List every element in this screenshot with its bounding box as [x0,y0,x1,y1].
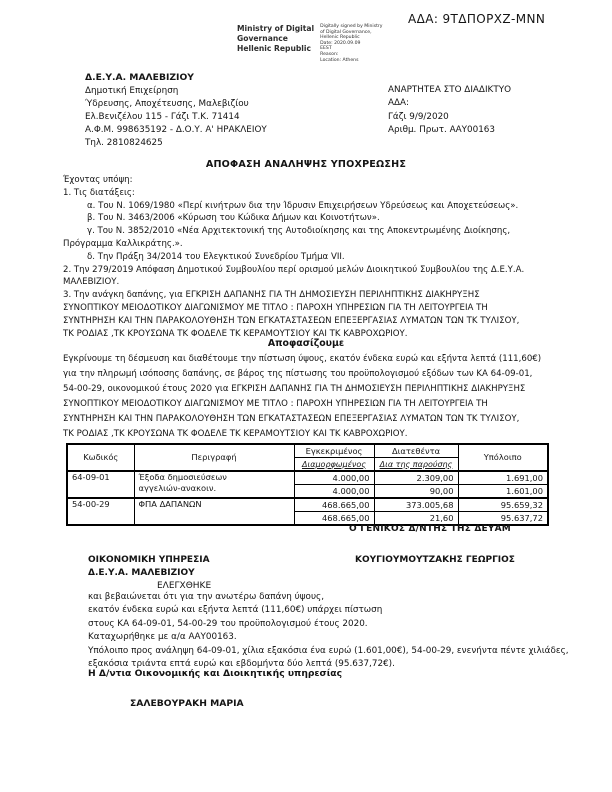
text-line: Εγκρίνουμε τη δέσμευση και διαθέτουμε την πίστωση ύψους, εκατόν ένδεκα ευρώ και εξήντα λεπτά (111,60€) [63,354,542,364]
text-line: ΣΥΝΤΗΡΗΣΗ ΚΑΙ ΤΗΝ ΠΑΡΑΚΟΛΟΥΘΗΣΗ ΤΩΝ ΕΓΚΑΤΑΣΤΑΣΕΩΝ ΕΠΕΞΕΡΓΑΣΙΑΣ ΛΥΜΑΤΩΝ ΤΩΝ ΤΚ ΤΥΛΙΣΟΥ, [63,315,520,326]
organization-title: Δ.Ε.Υ.Α. ΜΑΛΕΒΙΖΙΟΥ [85,72,194,83]
text-line: ΤΚ ΡΟΔΙΑΣ ,ΤΚ ΚΡΟΥΣΩΝΑ ΤΚ ΦΟΔΕΛΕ ΤΚ ΚΕΡΑΜΟΥΤΣΙΟΥ ΚΑΙ ΤΚ ΚΑΒΡΟΧΩΡΙΟΥ. [63,429,408,439]
table-header-balance: Υπόλοιπο [458,444,548,471]
meta-line: ΑΝΑΡΤΗΤΕΑ ΣΤΟ ΔΙΑΔΙΚΤΥΟ [388,85,511,95]
verification-line: εξακόσια τριάντα επτά ευρώ και εβδομήντα δύο λεπτά (95.637,72€). [88,659,395,670]
signature-detail-line: Hellenic Republic [320,35,360,41]
table-cell-amount: 373.005,68 [374,498,458,512]
preamble-line [63,174,550,187]
table-cell-amount: 2.309,00 [374,471,458,485]
signature-detail-line: of Digital Governance, [320,29,372,35]
table-header-desc: Περιγραφή [134,444,294,471]
preamble [63,174,550,340]
table-cell-desc: Έξοδα δημοσιεύσεων αγγελιών-ανακοιν. [134,471,294,498]
finance-director-title: Η Δ/ντια Οικονομικής και Διοικητικής υπηρεσίας [88,668,343,679]
budget-table-body [67,471,548,525]
table-cell-amount: 468.665,00 [294,498,374,512]
organization-line: Α.Φ.Μ. 998635192 - Δ.Ο.Υ. Α' ΗΡΑΚΛΕΙΟΥ [85,125,267,135]
decision-line [63,367,550,382]
decision-heading: Αποφασίζουμε [267,338,345,349]
preamble-line [63,264,550,277]
preamble-line [63,225,550,238]
organization-line: Ελ.Βενιζέλου 115 - Γάζι Τ.Κ. 71414 [85,112,240,122]
table-cell-amount: 95.659,32 [458,498,548,512]
ministry-name-line: Ministry of Digital [237,24,315,33]
meta-line: Γάζι 9/9/2020 [388,111,449,122]
preamble-line [63,212,550,225]
verification-line: στους ΚΑ 64-09-01, 54-00-29 του προϋπολογισμού έτους 2020. [88,618,368,629]
verification-block [88,591,569,671]
table-row [67,471,548,485]
verification-line: Καταχωρήθηκε με α/α ΑΑΥ00163. [88,632,237,643]
document-meta-block [388,84,511,138]
decision-line [63,427,550,442]
signature-detail-line: Digitally signed by Ministry [320,24,383,29]
decision-line [63,352,550,367]
budget-table [66,443,549,526]
signature-detail-line: Reason: [320,51,339,57]
table-cell-code: 64-09-01 [67,471,134,498]
text-line: 3. Την ανάγκη δαπάνης, για ΕΓΚΡΙΣΗ ΔΑΠΑΝΗΣ ΓΙΑ ΤΗ ΔΗΜΟΣΙΕΥΣΗ ΠΕΡΙΛΗΠΤΙΚΗΣ ΔΙΑΚΗΡΥΞΗΣ [63,290,480,301]
preamble-line [63,315,550,328]
digital-signature-stamp [237,24,406,63]
table-cell-amount: 1.601,00 [458,485,548,499]
text-line: ΤΚ ΡΟΔΙΑΣ ,ΤΚ ΚΡΟΥΣΩΝΑ ΤΚ ΦΟΔΕΛΕ ΤΚ ΚΕΡΑΜΟΥΤΣΙΟΥ ΚΑΙ ΤΚ ΚΑΒΡΟΧΩΡΙΟΥ. [63,328,408,339]
text-line: Πρόγραμμα Καλλικράτης.». [63,238,183,249]
text-line: α. Του Ν. 1069/1980 «Περί κινήτρων δια την Ίδρυσιν Επιχειρήσεων Υδρεύσεως και Αποχετεύσεως». [87,200,519,211]
organization-block [85,71,267,150]
finance-director-name: ΣΑΛΕΒΟΥΡΑΚΗ ΜΑΡΙΑ [130,698,244,709]
finance-service-label: ΟΙΚΟΝΟΜΙΚΗ ΥΠΗΡΕΣΙΑ [88,555,210,565]
ada-code: ΑΔΑ: 9ΤΔΠΟΡΧΖ-ΜΝΝ [408,12,546,26]
verification-line: Υπόλοιπο προς ανάληψη 64-09-01, χίλια εξακόσια ένα ευρώ (1.601,00€), 54-00-29, ενενήντα πέντε χιλιάδες, [88,645,569,656]
text-line: Έχοντας υπόψη: [63,175,133,185]
table-row [67,498,548,512]
table-cell-amount: 4.000,00 [294,471,374,485]
table-cell-amount: 4.000,00 [294,485,374,499]
preamble-line [63,200,550,213]
signature-details [320,24,406,63]
preamble-line [63,302,550,315]
text-line: δ. Την Πράξη 34/2014 του Ελεγκτικού Συνεδρίου Τμήμα VII. [87,251,345,262]
text-line: ΣΥΝΤΗΡΗΣΗ ΚΑΙ ΤΗΝ ΠΑΡΑΚΟΛΟΥΘΗΣΗ ΤΩΝ ΕΓΚΑΤΑΣΤΑΣΕΩΝ ΕΠΕΞΕΡΓΑΣΙΑΣ ΛΥΜΑΤΩΝ ΤΩΝ ΤΚ ΤΥΛΙΣΟΥ, [63,414,520,424]
deya-label: Δ.Ε.Υ.Α. ΜΑΛΕΒΙΖΙΟΥ [88,568,195,578]
decision-line [63,397,550,412]
preamble-line [63,276,550,289]
organization-line: Δημοτική Επιχείρηση [85,86,179,96]
table-cell-amount: 468.665,00 [294,512,374,526]
budget-table-head [67,444,548,471]
text-line: 1. Τις διατάξεις: [63,187,135,198]
table-cell-amount: 1.691,00 [458,471,548,485]
table-cell-amount: 95.637,72 [458,512,548,526]
decision-line [63,382,550,397]
general-director-title: Ο ΓΕΝΙΚΟΣ Δ/ΝΤΗΣ ΤΗΣ ΔΕΥΑΜ [349,524,511,534]
verification-line: και βεβαιώνεται ότι για την ανωτέρω δαπάνη ύψους, [88,592,324,602]
text-line: 2. Την 279/2019 Απόφαση Δημοτικού Συμβουλίου περί ορισμού μελών Διοικητικού Συμβουλίου της Δ.Ε.Υ.Α. [63,264,525,275]
document-title: ΑΠΟΦΑΣΗ ΑΝΑΛΗΨΗΣ ΥΠΟΧΡΕΩΣΗΣ [205,159,407,170]
text-line: 54-00-29, οικονομικού έτους 2020 για ΕΓΚΡΙΣΗ ΔΑΠΑΝΗΣ ΓΙΑ ΤΗ ΔΗΜΟΣΙΕΥΣΗ ΠΕΡΙΛΗΠΤΙΚΗΣ ΔΙΑΚΗΡΥΞΗΣ [63,384,526,394]
table-cell-amount: 21,60 [374,512,458,526]
preamble-line [63,289,550,302]
table-cell-amount: 90,00 [374,485,458,499]
table-subheader-allocated: Δια της παρούσης [374,458,458,472]
preamble-line [63,187,550,200]
signature-detail-line: EEST [320,46,332,52]
text-line: ΣΥΝΟΠΤΙΚΟΥ ΜΕΙΟΔΟΤΙΚΟΥ ΔΙΑΓΩΝΙΣΜΟΥ ΜΕ ΤΙΤΛΟ : ΠΑΡΟΧΗ ΥΠΗΡΕΣΙΩΝ ΓΙΑ ΤΗ ΛΕΙΤΟΥΡΓΕΙΑ ΤΗ [63,399,488,409]
preamble-line [63,251,550,264]
verification-line: εκατόν ένδεκα ευρώ και εξήντα λεπτά (111,60€) υπάρχει πίστωση [88,605,383,616]
text-line: γ. Του Ν. 3852/2010 «Νέα Αρχιτεκτονική της Αυτοδιοίκησης και της Αποκεντρωμένης Διοίκησης, [87,226,511,237]
table-subheader-approved: Διαμορφωμένος [294,458,374,472]
organization-line: Ύδρευσης, Αποχέτευσης, Μαλεβιζίου [85,99,249,109]
text-line: ΣΥΝΟΠΤΙΚΟΥ ΜΕΙΟΔΟΤΙΚΟΥ ΔΙΑΓΩΝΙΣΜΟΥ ΜΕ ΤΙΤΛΟ : ΠΑΡΟΧΗ ΥΠΗΡΕΣΙΩΝ ΓΙΑ ΤΗ ΛΕΙΤΟΥΡΓΕΙΑ ΤΗ [63,302,488,313]
organization-lines [85,85,267,150]
decision-paragraph [63,352,550,442]
decision-line [63,412,550,427]
table-header-approved: Εγκεκριμένος [294,444,374,458]
ministry-name-line: Governance [237,34,288,43]
signature-detail-line: Date: 2020.09.09 [320,40,361,46]
table-header-code: Κωδικός [67,444,134,471]
table-cell-desc: ΦΠΑ ΔΑΠΑΝΩΝ [134,498,294,525]
checked-label: ΕΛΕΓΧΘΗΚΕ [157,581,212,591]
text-line: ΜΑΛΕΒΙΖΙΟΥ. [63,277,120,288]
ministry-name [237,24,314,63]
preamble-line [63,238,550,251]
meta-line: Αριθμ. Πρωτ. ΑΑΥ00163 [388,125,495,136]
meta-line: ΑΔΑ: [388,98,410,109]
signature-detail-line: Location: Athens [320,57,359,63]
organization-line: Τηλ. 2810824625 [85,138,163,148]
table-cell-code: 54-00-29 [67,498,134,525]
text-line: β. Του Ν. 3463/2006 «Κύρωση του Κώδικα Δήμων και Κοινοτήτων». [87,213,380,224]
general-director-name: ΚΟΥΓΙΟΥΜΟΥΤΖΑΚΗΣ ΓΕΩΡΓΙΟΣ [355,555,515,565]
text-line: για την πληρωμή ισόποσης δαπάνης, σε βάρος της πίστωσης του προϋπολογισμού εξόδων των ΚΑ 64-09-01, [63,369,533,379]
table-header-allocated: Διατεθέντα [374,444,458,458]
ministry-name-line: Hellenic Republic [237,44,311,53]
